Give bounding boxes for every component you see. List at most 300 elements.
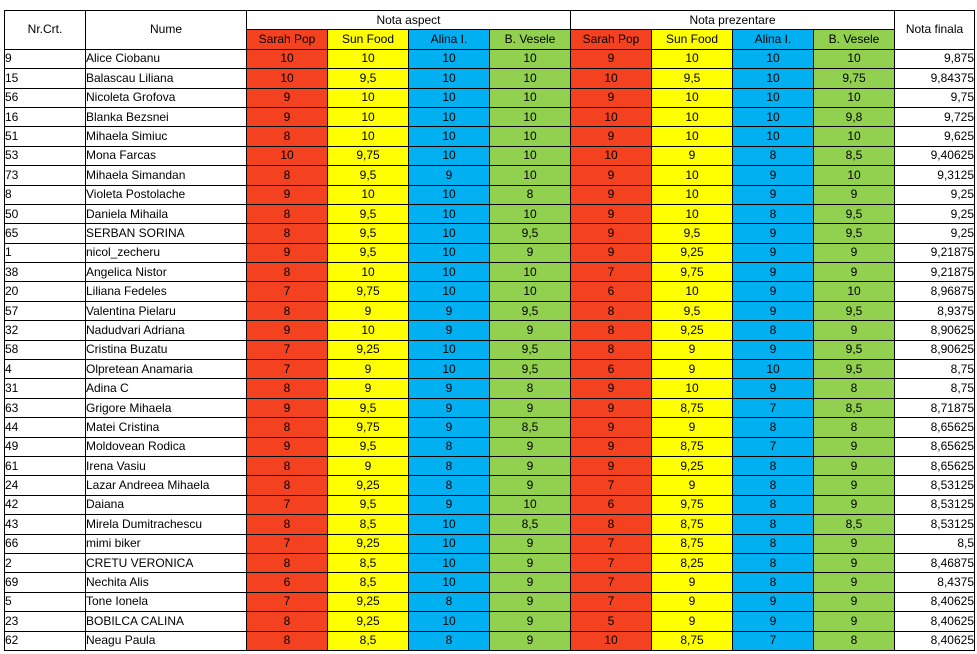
cell-nota-finala[interactable]: 8,5 bbox=[895, 534, 975, 553]
cell-aspect-score[interactable]: 10 bbox=[328, 107, 409, 126]
cell-nr[interactable]: 23 bbox=[5, 612, 86, 631]
cell-prezentare-score[interactable]: 9,5 bbox=[652, 224, 733, 243]
cell-prezentare-score[interactable]: 6 bbox=[571, 360, 652, 379]
cell-aspect-score[interactable]: 10 bbox=[409, 573, 490, 592]
cell-prezentare-score[interactable]: 8,5 bbox=[814, 515, 895, 534]
cell-prezentare-score[interactable]: 8 bbox=[733, 573, 814, 592]
cell-aspect-score[interactable]: 9 bbox=[490, 612, 571, 631]
cell-aspect-score[interactable]: 9 bbox=[490, 573, 571, 592]
cell-nr[interactable]: 66 bbox=[5, 534, 86, 553]
cell-prezentare-score[interactable]: 7 bbox=[571, 553, 652, 572]
cell-nr[interactable]: 63 bbox=[5, 398, 86, 417]
cell-prezentare-score[interactable]: 7 bbox=[571, 573, 652, 592]
cell-name[interactable]: Matei Cristina bbox=[86, 418, 247, 437]
cell-name[interactable]: BOBILCA CALINA bbox=[86, 612, 247, 631]
cell-nr[interactable]: 61 bbox=[5, 456, 86, 475]
cell-prezentare-score[interactable]: 8 bbox=[733, 418, 814, 437]
cell-prezentare-score[interactable]: 9 bbox=[814, 321, 895, 340]
cell-prezentare-score[interactable]: 9 bbox=[571, 398, 652, 417]
cell-aspect-score[interactable]: 9 bbox=[490, 592, 571, 611]
cell-nr[interactable]: 5 bbox=[5, 592, 86, 611]
header-nota-finala[interactable]: Nota finala bbox=[895, 11, 975, 50]
cell-aspect-score[interactable]: 9 bbox=[490, 321, 571, 340]
cell-nr[interactable]: 31 bbox=[5, 379, 86, 398]
cell-prezentare-score[interactable]: 10 bbox=[571, 146, 652, 165]
cell-name[interactable]: Violeta Postolache bbox=[86, 185, 247, 204]
cell-prezentare-score[interactable]: 10 bbox=[652, 282, 733, 301]
cell-aspect-score[interactable]: 7 bbox=[247, 282, 328, 301]
cell-aspect-score[interactable]: 10 bbox=[409, 263, 490, 282]
cell-aspect-score[interactable]: 10 bbox=[409, 224, 490, 243]
cell-prezentare-score[interactable]: 9 bbox=[652, 360, 733, 379]
cell-prezentare-score[interactable]: 9 bbox=[571, 224, 652, 243]
cell-prezentare-score[interactable]: 7 bbox=[733, 631, 814, 650]
cell-aspect-score[interactable]: 8 bbox=[247, 166, 328, 185]
cell-prezentare-score[interactable]: 9 bbox=[652, 573, 733, 592]
header-prezentare-judge[interactable]: Sun Food bbox=[652, 30, 733, 49]
cell-nr[interactable]: 4 bbox=[5, 360, 86, 379]
cell-aspect-score[interactable]: 9,25 bbox=[328, 612, 409, 631]
cell-prezentare-score[interactable]: 10 bbox=[814, 49, 895, 68]
cell-aspect-score[interactable]: 10 bbox=[409, 515, 490, 534]
cell-aspect-score[interactable]: 8 bbox=[247, 612, 328, 631]
cell-nota-finala[interactable]: 8,90625 bbox=[895, 321, 975, 340]
cell-prezentare-score[interactable]: 9,5 bbox=[814, 204, 895, 223]
cell-prezentare-score[interactable]: 8 bbox=[814, 418, 895, 437]
cell-prezentare-score[interactable]: 9 bbox=[571, 418, 652, 437]
cell-prezentare-score[interactable]: 8 bbox=[733, 495, 814, 514]
cell-name[interactable]: Neagu Paula bbox=[86, 631, 247, 650]
cell-prezentare-score[interactable]: 9 bbox=[733, 340, 814, 359]
cell-name[interactable]: Mona Farcas bbox=[86, 146, 247, 165]
cell-nota-finala[interactable]: 8,40625 bbox=[895, 612, 975, 631]
cell-prezentare-score[interactable]: 10 bbox=[652, 127, 733, 146]
cell-aspect-score[interactable]: 9,25 bbox=[328, 592, 409, 611]
cell-nota-finala[interactable]: 8,65625 bbox=[895, 456, 975, 475]
cell-prezentare-score[interactable]: 9 bbox=[571, 185, 652, 204]
cell-aspect-score[interactable]: 10 bbox=[409, 146, 490, 165]
cell-aspect-score[interactable]: 9 bbox=[490, 398, 571, 417]
cell-aspect-score[interactable]: 9,75 bbox=[328, 146, 409, 165]
cell-nota-finala[interactable]: 8,46875 bbox=[895, 553, 975, 572]
cell-prezentare-score[interactable]: 9 bbox=[652, 418, 733, 437]
cell-aspect-score[interactable]: 9 bbox=[409, 418, 490, 437]
cell-nota-finala[interactable]: 8,65625 bbox=[895, 418, 975, 437]
cell-aspect-score[interactable]: 10 bbox=[328, 321, 409, 340]
cell-prezentare-score[interactable]: 8 bbox=[733, 456, 814, 475]
cell-nr[interactable]: 2 bbox=[5, 553, 86, 572]
cell-nota-finala[interactable]: 8,75 bbox=[895, 360, 975, 379]
cell-aspect-score[interactable]: 9 bbox=[490, 631, 571, 650]
cell-prezentare-score[interactable]: 9 bbox=[814, 437, 895, 456]
header-nota-aspect[interactable]: Nota aspect bbox=[247, 11, 571, 30]
cell-prezentare-score[interactable]: 9 bbox=[733, 592, 814, 611]
cell-name[interactable]: Alice Ciobanu bbox=[86, 49, 247, 68]
cell-name[interactable]: nicol_zecheru bbox=[86, 243, 247, 262]
cell-name[interactable]: Nicoleta Grofova bbox=[86, 88, 247, 107]
cell-aspect-score[interactable]: 10 bbox=[490, 88, 571, 107]
cell-aspect-score[interactable]: 8 bbox=[409, 631, 490, 650]
cell-prezentare-score[interactable]: 10 bbox=[652, 379, 733, 398]
cell-prezentare-score[interactable]: 10 bbox=[733, 69, 814, 88]
cell-prezentare-score[interactable]: 9 bbox=[733, 224, 814, 243]
cell-aspect-score[interactable]: 8 bbox=[247, 553, 328, 572]
cell-prezentare-score[interactable]: 9 bbox=[814, 592, 895, 611]
cell-aspect-score[interactable]: 10 bbox=[409, 612, 490, 631]
cell-prezentare-score[interactable]: 10 bbox=[814, 282, 895, 301]
cell-prezentare-score[interactable]: 9 bbox=[814, 612, 895, 631]
cell-aspect-score[interactable]: 9 bbox=[247, 437, 328, 456]
cell-prezentare-score[interactable]: 6 bbox=[571, 282, 652, 301]
cell-aspect-score[interactable]: 8 bbox=[409, 456, 490, 475]
cell-name[interactable]: Lazar Andreea Mihaela bbox=[86, 476, 247, 495]
cell-aspect-score[interactable]: 8 bbox=[247, 301, 328, 320]
cell-prezentare-score[interactable]: 9 bbox=[814, 534, 895, 553]
cell-aspect-score[interactable]: 10 bbox=[409, 243, 490, 262]
cell-aspect-score[interactable]: 10 bbox=[409, 360, 490, 379]
cell-aspect-score[interactable]: 9 bbox=[490, 553, 571, 572]
cell-aspect-score[interactable]: 9 bbox=[328, 301, 409, 320]
cell-nota-finala[interactable]: 9,3125 bbox=[895, 166, 975, 185]
cell-prezentare-score[interactable]: 7 bbox=[571, 534, 652, 553]
header-aspect-judge[interactable]: Alina I. bbox=[409, 30, 490, 49]
cell-prezentare-score[interactable]: 7 bbox=[733, 398, 814, 417]
header-prezentare-judge[interactable]: Alina I. bbox=[733, 30, 814, 49]
cell-nota-finala[interactable]: 8,96875 bbox=[895, 282, 975, 301]
cell-prezentare-score[interactable]: 10 bbox=[733, 88, 814, 107]
cell-aspect-score[interactable]: 8,5 bbox=[328, 631, 409, 650]
cell-nr[interactable]: 15 bbox=[5, 69, 86, 88]
cell-nr[interactable]: 69 bbox=[5, 573, 86, 592]
cell-aspect-score[interactable]: 9,5 bbox=[490, 301, 571, 320]
cell-nr[interactable]: 16 bbox=[5, 107, 86, 126]
cell-prezentare-score[interactable]: 9 bbox=[652, 146, 733, 165]
cell-prezentare-score[interactable]: 9 bbox=[652, 476, 733, 495]
header-nota-prezentare[interactable]: Nota prezentare bbox=[571, 11, 895, 30]
cell-name[interactable]: SERBAN SORINA bbox=[86, 224, 247, 243]
cell-aspect-score[interactable]: 9 bbox=[490, 243, 571, 262]
cell-aspect-score[interactable]: 10 bbox=[490, 495, 571, 514]
header-aspect-judge[interactable]: Sarah Pop bbox=[247, 30, 328, 49]
cell-name[interactable]: Grigore Mihaela bbox=[86, 398, 247, 417]
cell-prezentare-score[interactable]: 9 bbox=[571, 127, 652, 146]
cell-nota-finala[interactable]: 8,65625 bbox=[895, 437, 975, 456]
cell-prezentare-score[interactable]: 10 bbox=[652, 88, 733, 107]
cell-aspect-score[interactable]: 10 bbox=[328, 185, 409, 204]
cell-prezentare-score[interactable]: 10 bbox=[652, 107, 733, 126]
cell-aspect-score[interactable]: 9 bbox=[409, 398, 490, 417]
cell-aspect-score[interactable]: 9,5 bbox=[328, 243, 409, 262]
cell-prezentare-score[interactable]: 8 bbox=[571, 515, 652, 534]
cell-prezentare-score[interactable]: 9 bbox=[733, 301, 814, 320]
cell-prezentare-score[interactable]: 8,5 bbox=[814, 398, 895, 417]
cell-nr[interactable]: 44 bbox=[5, 418, 86, 437]
cell-aspect-score[interactable]: 10 bbox=[409, 282, 490, 301]
cell-aspect-score[interactable]: 9 bbox=[409, 166, 490, 185]
cell-aspect-score[interactable]: 9,5 bbox=[328, 398, 409, 417]
cell-aspect-score[interactable]: 8 bbox=[409, 437, 490, 456]
cell-prezentare-score[interactable]: 9,5 bbox=[814, 340, 895, 359]
cell-prezentare-score[interactable]: 7 bbox=[571, 476, 652, 495]
cell-prezentare-score[interactable]: 9 bbox=[733, 166, 814, 185]
cell-prezentare-score[interactable]: 9 bbox=[571, 456, 652, 475]
cell-aspect-score[interactable]: 9 bbox=[247, 243, 328, 262]
header-aspect-judge[interactable]: B. Vesele bbox=[490, 30, 571, 49]
cell-prezentare-score[interactable]: 6 bbox=[571, 495, 652, 514]
cell-prezentare-score[interactable]: 9 bbox=[733, 379, 814, 398]
cell-prezentare-score[interactable]: 8 bbox=[733, 515, 814, 534]
cell-nr[interactable]: 65 bbox=[5, 224, 86, 243]
cell-aspect-score[interactable]: 10 bbox=[328, 127, 409, 146]
cell-aspect-score[interactable]: 7 bbox=[247, 534, 328, 553]
cell-prezentare-score[interactable]: 8,75 bbox=[652, 534, 733, 553]
cell-aspect-score[interactable]: 10 bbox=[328, 263, 409, 282]
cell-nr[interactable]: 56 bbox=[5, 88, 86, 107]
cell-name[interactable]: Blanka Bezsnei bbox=[86, 107, 247, 126]
cell-prezentare-score[interactable]: 10 bbox=[652, 204, 733, 223]
cell-aspect-score[interactable]: 10 bbox=[328, 88, 409, 107]
cell-prezentare-score[interactable]: 7 bbox=[733, 437, 814, 456]
cell-prezentare-score[interactable]: 9,75 bbox=[814, 69, 895, 88]
cell-aspect-score[interactable]: 10 bbox=[490, 69, 571, 88]
cell-aspect-score[interactable]: 8 bbox=[490, 185, 571, 204]
cell-aspect-score[interactable]: 10 bbox=[247, 69, 328, 88]
header-name[interactable]: Nume bbox=[86, 11, 247, 50]
cell-prezentare-score[interactable]: 9 bbox=[814, 476, 895, 495]
cell-aspect-score[interactable]: 10 bbox=[490, 263, 571, 282]
cell-prezentare-score[interactable]: 8,75 bbox=[652, 437, 733, 456]
cell-prezentare-score[interactable]: 9,25 bbox=[652, 243, 733, 262]
cell-prezentare-score[interactable]: 8,75 bbox=[652, 398, 733, 417]
cell-aspect-score[interactable]: 8,5 bbox=[328, 553, 409, 572]
cell-aspect-score[interactable]: 7 bbox=[247, 592, 328, 611]
cell-prezentare-score[interactable]: 9 bbox=[814, 263, 895, 282]
cell-prezentare-score[interactable]: 8 bbox=[814, 379, 895, 398]
cell-prezentare-score[interactable]: 10 bbox=[571, 631, 652, 650]
cell-aspect-score[interactable]: 8,5 bbox=[490, 515, 571, 534]
cell-aspect-score[interactable]: 9,5 bbox=[490, 224, 571, 243]
cell-aspect-score[interactable]: 10 bbox=[490, 107, 571, 126]
cell-nota-finala[interactable]: 9,21875 bbox=[895, 243, 975, 262]
cell-prezentare-score[interactable]: 10 bbox=[733, 107, 814, 126]
cell-aspect-score[interactable]: 9 bbox=[247, 185, 328, 204]
cell-aspect-score[interactable]: 9 bbox=[247, 398, 328, 417]
cell-aspect-score[interactable]: 9 bbox=[409, 321, 490, 340]
cell-prezentare-score[interactable]: 9,75 bbox=[652, 263, 733, 282]
cell-prezentare-score[interactable]: 9 bbox=[571, 379, 652, 398]
cell-aspect-score[interactable]: 9,25 bbox=[328, 340, 409, 359]
cell-name[interactable]: Adina C bbox=[86, 379, 247, 398]
cell-nota-finala[interactable]: 9,84375 bbox=[895, 69, 975, 88]
cell-nota-finala[interactable]: 9,25 bbox=[895, 224, 975, 243]
header-prezentare-judge[interactable]: Sarah Pop bbox=[571, 30, 652, 49]
cell-prezentare-score[interactable]: 10 bbox=[733, 49, 814, 68]
cell-prezentare-score[interactable]: 9 bbox=[814, 185, 895, 204]
cell-aspect-score[interactable]: 8 bbox=[247, 224, 328, 243]
cell-aspect-score[interactable]: 6 bbox=[247, 573, 328, 592]
cell-name[interactable]: Daiana bbox=[86, 495, 247, 514]
cell-nr[interactable]: 38 bbox=[5, 263, 86, 282]
cell-aspect-score[interactable]: 8 bbox=[247, 515, 328, 534]
cell-aspect-score[interactable]: 10 bbox=[490, 204, 571, 223]
cell-aspect-score[interactable]: 8 bbox=[409, 476, 490, 495]
cell-name[interactable]: Daniela Mihaila bbox=[86, 204, 247, 223]
cell-name[interactable]: mimi biker bbox=[86, 534, 247, 553]
cell-prezentare-score[interactable]: 10 bbox=[571, 107, 652, 126]
cell-nota-finala[interactable]: 9,875 bbox=[895, 49, 975, 68]
cell-name[interactable]: Nechita Alis bbox=[86, 573, 247, 592]
cell-nota-finala[interactable]: 8,75 bbox=[895, 379, 975, 398]
cell-aspect-score[interactable]: 9 bbox=[247, 107, 328, 126]
cell-aspect-score[interactable]: 10 bbox=[409, 340, 490, 359]
cell-nr[interactable]: 24 bbox=[5, 476, 86, 495]
cell-prezentare-score[interactable]: 9 bbox=[814, 456, 895, 475]
cell-name[interactable]: CRETU VERONICA bbox=[86, 553, 247, 572]
cell-prezentare-score[interactable]: 10 bbox=[733, 127, 814, 146]
cell-aspect-score[interactable]: 10 bbox=[490, 282, 571, 301]
cell-aspect-score[interactable]: 10 bbox=[328, 49, 409, 68]
cell-aspect-score[interactable]: 8 bbox=[409, 592, 490, 611]
cell-aspect-score[interactable]: 10 bbox=[247, 146, 328, 165]
cell-nota-finala[interactable]: 9,21875 bbox=[895, 263, 975, 282]
cell-nota-finala[interactable]: 9,25 bbox=[895, 204, 975, 223]
cell-nr[interactable]: 43 bbox=[5, 515, 86, 534]
cell-nr[interactable]: 62 bbox=[5, 631, 86, 650]
cell-aspect-score[interactable]: 9 bbox=[409, 495, 490, 514]
cell-prezentare-score[interactable]: 10 bbox=[814, 127, 895, 146]
cell-prezentare-score[interactable]: 8,75 bbox=[652, 631, 733, 650]
cell-prezentare-score[interactable]: 9 bbox=[571, 88, 652, 107]
cell-nota-finala[interactable]: 9,75 bbox=[895, 88, 975, 107]
cell-prezentare-score[interactable]: 9 bbox=[652, 592, 733, 611]
cell-prezentare-score[interactable]: 8 bbox=[571, 301, 652, 320]
cell-prezentare-score[interactable]: 8 bbox=[571, 321, 652, 340]
cell-prezentare-score[interactable]: 8,25 bbox=[652, 553, 733, 572]
cell-prezentare-score[interactable]: 9 bbox=[814, 573, 895, 592]
cell-prezentare-score[interactable]: 9 bbox=[571, 49, 652, 68]
cell-aspect-score[interactable]: 10 bbox=[247, 49, 328, 68]
cell-name[interactable]: Liliana Fedeles bbox=[86, 282, 247, 301]
cell-name[interactable]: Mirela Dumitrachescu bbox=[86, 515, 247, 534]
cell-name[interactable]: Angelica Nistor bbox=[86, 263, 247, 282]
header-prezentare-judge[interactable]: B. Vesele bbox=[814, 30, 895, 49]
cell-prezentare-score[interactable]: 9,5 bbox=[652, 69, 733, 88]
cell-nr[interactable]: 50 bbox=[5, 204, 86, 223]
cell-prezentare-score[interactable]: 9 bbox=[814, 553, 895, 572]
cell-nr[interactable]: 53 bbox=[5, 146, 86, 165]
cell-aspect-score[interactable]: 10 bbox=[409, 69, 490, 88]
cell-prezentare-score[interactable]: 9,8 bbox=[814, 107, 895, 126]
cell-nr[interactable]: 9 bbox=[5, 49, 86, 68]
cell-prezentare-score[interactable]: 10 bbox=[814, 166, 895, 185]
cell-prezentare-score[interactable]: 9 bbox=[733, 612, 814, 631]
cell-nr[interactable]: 42 bbox=[5, 495, 86, 514]
cell-name[interactable]: Nadudvari Adriana bbox=[86, 321, 247, 340]
cell-nr[interactable]: 73 bbox=[5, 166, 86, 185]
cell-aspect-score[interactable]: 9,5 bbox=[328, 69, 409, 88]
cell-aspect-score[interactable]: 9,5 bbox=[328, 166, 409, 185]
cell-nota-finala[interactable]: 8,9375 bbox=[895, 301, 975, 320]
cell-prezentare-score[interactable]: 9,5 bbox=[814, 224, 895, 243]
cell-nota-finala[interactable]: 8,53125 bbox=[895, 495, 975, 514]
cell-aspect-score[interactable]: 9 bbox=[490, 534, 571, 553]
cell-prezentare-score[interactable]: 8 bbox=[814, 631, 895, 650]
cell-prezentare-score[interactable]: 9 bbox=[571, 437, 652, 456]
cell-nota-finala[interactable]: 8,53125 bbox=[895, 515, 975, 534]
cell-name[interactable]: Moldovean Rodica bbox=[86, 437, 247, 456]
cell-aspect-score[interactable]: 9 bbox=[490, 437, 571, 456]
cell-aspect-score[interactable]: 9,5 bbox=[490, 340, 571, 359]
cell-aspect-score[interactable]: 9 bbox=[247, 88, 328, 107]
cell-aspect-score[interactable]: 8 bbox=[247, 456, 328, 475]
cell-aspect-score[interactable]: 8 bbox=[247, 263, 328, 282]
cell-aspect-score[interactable]: 9,5 bbox=[328, 224, 409, 243]
cell-prezentare-score[interactable]: 9 bbox=[571, 243, 652, 262]
cell-aspect-score[interactable]: 9 bbox=[409, 301, 490, 320]
cell-prezentare-score[interactable]: 7 bbox=[571, 263, 652, 282]
cell-name[interactable]: Valentina Pielaru bbox=[86, 301, 247, 320]
cell-nr[interactable]: 51 bbox=[5, 127, 86, 146]
cell-prezentare-score[interactable]: 10 bbox=[733, 360, 814, 379]
cell-name[interactable]: Mihaela Simiuc bbox=[86, 127, 247, 146]
cell-prezentare-score[interactable]: 8 bbox=[733, 534, 814, 553]
cell-prezentare-score[interactable]: 10 bbox=[652, 166, 733, 185]
cell-aspect-score[interactable]: 10 bbox=[409, 107, 490, 126]
cell-nota-finala[interactable]: 9,25 bbox=[895, 185, 975, 204]
cell-aspect-score[interactable]: 9,5 bbox=[328, 204, 409, 223]
cell-aspect-score[interactable]: 10 bbox=[490, 146, 571, 165]
cell-nr[interactable]: 20 bbox=[5, 282, 86, 301]
cell-aspect-score[interactable]: 8,5 bbox=[328, 573, 409, 592]
cell-nr[interactable]: 32 bbox=[5, 321, 86, 340]
cell-nota-finala[interactable]: 8,4375 bbox=[895, 573, 975, 592]
cell-nr[interactable]: 1 bbox=[5, 243, 86, 262]
cell-prezentare-score[interactable]: 8 bbox=[571, 340, 652, 359]
cell-aspect-score[interactable]: 9,25 bbox=[328, 534, 409, 553]
cell-aspect-score[interactable]: 9 bbox=[328, 360, 409, 379]
cell-aspect-score[interactable]: 9 bbox=[490, 476, 571, 495]
cell-prezentare-score[interactable]: 9 bbox=[571, 166, 652, 185]
cell-nr[interactable]: 58 bbox=[5, 340, 86, 359]
cell-prezentare-score[interactable]: 9 bbox=[733, 185, 814, 204]
cell-prezentare-score[interactable]: 9 bbox=[733, 282, 814, 301]
cell-aspect-score[interactable]: 10 bbox=[409, 534, 490, 553]
cell-aspect-score[interactable]: 7 bbox=[247, 495, 328, 514]
cell-prezentare-score[interactable]: 9,5 bbox=[814, 360, 895, 379]
cell-aspect-score[interactable]: 9,25 bbox=[328, 476, 409, 495]
cell-aspect-score[interactable]: 9,5 bbox=[328, 437, 409, 456]
cell-aspect-score[interactable]: 8 bbox=[247, 631, 328, 650]
cell-aspect-score[interactable]: 10 bbox=[409, 185, 490, 204]
cell-prezentare-score[interactable]: 9 bbox=[733, 243, 814, 262]
cell-aspect-score[interactable]: 7 bbox=[247, 340, 328, 359]
cell-aspect-score[interactable]: 8,5 bbox=[490, 418, 571, 437]
cell-prezentare-score[interactable]: 9,75 bbox=[652, 495, 733, 514]
cell-nr[interactable]: 57 bbox=[5, 301, 86, 320]
cell-nota-finala[interactable]: 8,40625 bbox=[895, 631, 975, 650]
cell-prezentare-score[interactable]: 10 bbox=[652, 185, 733, 204]
cell-aspect-score[interactable]: 9 bbox=[328, 456, 409, 475]
cell-aspect-score[interactable]: 8 bbox=[247, 418, 328, 437]
cell-name[interactable]: Cristina Buzatu bbox=[86, 340, 247, 359]
cell-prezentare-score[interactable]: 9,5 bbox=[652, 301, 733, 320]
cell-prezentare-score[interactable]: 9 bbox=[733, 263, 814, 282]
cell-nota-finala[interactable]: 9,40625 bbox=[895, 146, 975, 165]
cell-aspect-score[interactable]: 10 bbox=[409, 127, 490, 146]
cell-nota-finala[interactable]: 9,625 bbox=[895, 127, 975, 146]
header-aspect-judge[interactable]: Sun Food bbox=[328, 30, 409, 49]
cell-prezentare-score[interactable]: 9 bbox=[571, 204, 652, 223]
